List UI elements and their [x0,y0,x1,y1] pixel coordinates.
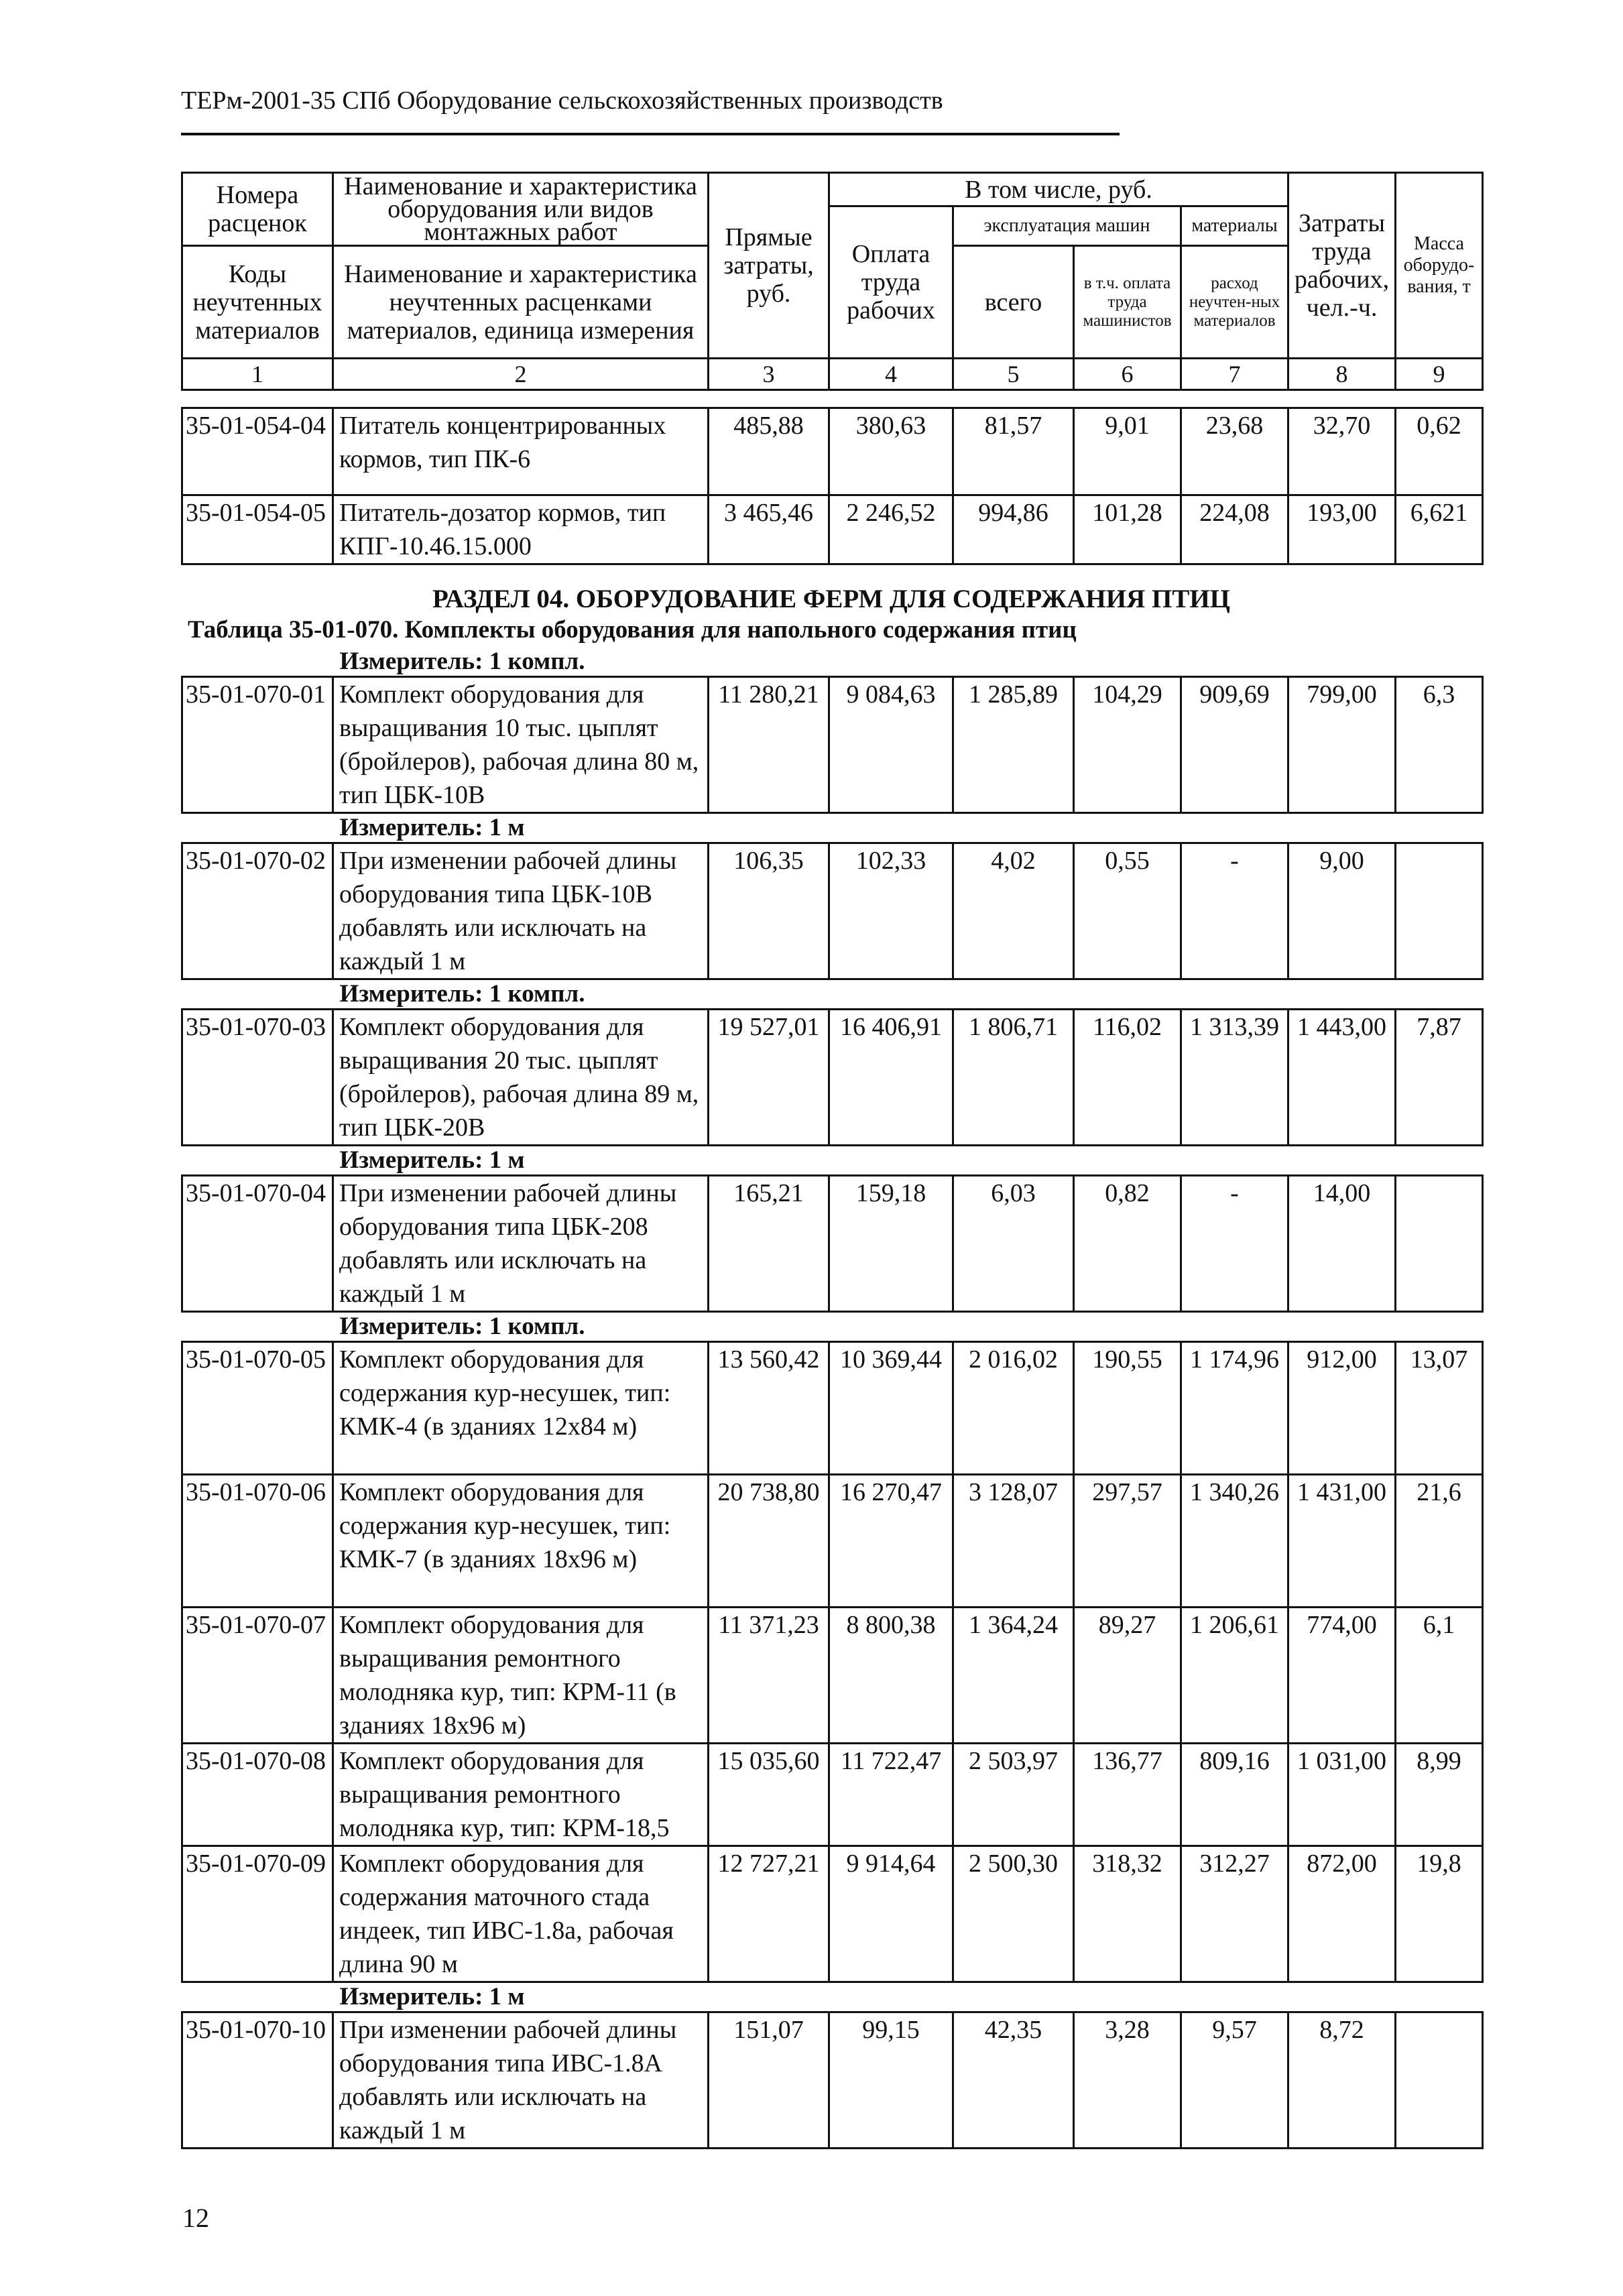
col-head-labor: Оплата труда рабочих [829,206,953,359]
machine-labor: 190,55 [1074,1342,1181,1475]
equipment-mass: 19,8 [1396,1846,1483,1982]
machine-total: 6,03 [953,1176,1074,1312]
materials-cost: 809,16 [1181,1744,1288,1846]
unit-label: Измеритель: 1 компл. [339,1313,585,1340]
equipment-mass [1396,843,1483,979]
direct-cost: 485,88 [709,408,829,495]
rate-code: 35-01-070-06 [182,1475,333,1608]
unit-label: Измеритель: 1 м [339,1146,525,1174]
machine-labor: 136,77 [1074,1744,1181,1846]
equipment-mass: 7,87 [1396,1010,1483,1146]
col-head-material-use: расход неучтен-ных материалов [1181,246,1288,359]
col-number: 2 [333,359,709,390]
col-head-mach-total: всего [953,246,1074,359]
direct-cost: 165,21 [709,1176,829,1312]
materials-cost: 224,08 [1181,495,1288,564]
table-row [182,1176,1483,1312]
direct-cost: 3 465,46 [709,495,829,564]
materials-cost: - [1181,1176,1288,1312]
machine-labor: 9,01 [1074,408,1181,495]
machine-total: 42,35 [953,2012,1074,2149]
labor-hours: 9,00 [1288,843,1396,979]
equipment-mass: 6,3 [1396,677,1483,813]
machine-labor: 104,29 [1074,677,1181,813]
col-head-materials-name: Наименование и характеристика неучтенных расценками материалов, единица измерения [333,246,709,359]
table-row [182,1475,1483,1608]
col-number: 8 [1288,359,1396,390]
labor-hours: 799,00 [1288,677,1396,813]
labor-hours: 8,72 [1288,2012,1396,2149]
machine-total: 4,02 [953,843,1074,979]
col-number: 3 [709,359,829,390]
direct-cost: 15 035,60 [709,1744,829,1846]
labor-cost: 16 406,91 [829,1010,953,1146]
page-header: ТЕРм-2001-35 СПб Оборудование сельскохозяйственных производств [181,86,1120,135]
equipment-mass: 8,99 [1396,1744,1483,1846]
rate-name: Комплект оборудования для содержания маточного стада индеек, тип ИВС-1.8а, рабочая длина 90 м [333,1846,709,1982]
labor-cost: 11 722,47 [829,1744,953,1846]
direct-cost: 19 527,01 [709,1010,829,1146]
machine-labor: 89,27 [1074,1608,1181,1744]
unit-label: Измеритель: 1 компл. [339,980,585,1008]
machine-total: 81,57 [953,408,1074,495]
labor-cost: 102,33 [829,843,953,979]
labor-hours: 1 443,00 [1288,1010,1396,1146]
machine-total: 1 285,89 [953,677,1074,813]
col-number: 7 [1181,359,1288,390]
table-row [182,1010,1483,1146]
direct-cost: 20 738,80 [709,1475,829,1608]
equipment-mass: 6,1 [1396,1608,1483,1744]
equipment-mass [1396,1176,1483,1312]
machine-labor: 101,28 [1074,495,1181,564]
direct-cost: 106,35 [709,843,829,979]
rate-name: Комплект оборудования для выращивания ремонтного молодняка кур, тип: КРМ-18,5 [333,1744,709,1846]
materials-cost: 909,69 [1181,677,1288,813]
rate-code: 35-01-070-05 [182,1342,333,1475]
labor-cost: 99,15 [829,2012,953,2149]
col-head-materials: материалы [1181,206,1288,246]
labor-cost: 380,63 [829,408,953,495]
materials-cost: 1 174,96 [1181,1342,1288,1475]
machine-total: 2 016,02 [953,1342,1074,1475]
table-row [182,1608,1483,1744]
unit-label: Измеритель: 1 м [339,1983,525,2010]
direct-cost: 12 727,21 [709,1846,829,1982]
labor-hours: 193,00 [1288,495,1396,564]
labor-hours: 774,00 [1288,1608,1396,1744]
table-row [182,1744,1483,1846]
direct-cost: 151,07 [709,2012,829,2149]
col-head-codes: Коды неучтенных материалов [182,246,333,359]
rate-name: Комплект оборудования для содержания кур-несушек, тип: КМК-7 (в зданиях 18х96 м) [333,1475,709,1608]
labor-cost: 10 369,44 [829,1342,953,1475]
table-row [182,843,1483,979]
materials-cost: 9,57 [1181,2012,1288,2149]
col-head-group: В том числе, руб. [829,173,1288,206]
col-head-name: Наименование и характеристика оборудования или видов монтажных работ [333,173,709,246]
equipment-mass: 13,07 [1396,1342,1483,1475]
labor-hours: 32,70 [1288,408,1396,495]
labor-hours: 872,00 [1288,1846,1396,1982]
labor-hours: 1 431,00 [1288,1475,1396,1608]
col-head-hours: Затраты труда рабочих, чел.-ч. [1288,173,1396,359]
labor-hours: 1 031,00 [1288,1744,1396,1846]
unit-label: Измеритель: 1 компл. [339,648,585,675]
machine-labor: 3,28 [1074,2012,1181,2149]
labor-hours: 912,00 [1288,1342,1396,1475]
direct-cost: 11 280,21 [709,677,829,813]
section-title: РАЗДЕЛ 04. ОБОРУДОВАНИЕ ФЕРМ ДЛЯ СОДЕРЖАНИЯ ПТИЦ [432,585,1231,613]
col-number: 6 [1074,359,1181,390]
machine-labor: 116,02 [1074,1010,1181,1146]
labor-cost: 16 270,47 [829,1475,953,1608]
rate-name: Комплект оборудования для выращивания 20 тыс. цыплят (бройлеров), рабочая длина 89 м, тип ЦБК-20В [333,1010,709,1146]
rate-name: Питатель концентрированных кормов, тип ПК-6 [333,408,709,495]
rate-name: При изменении рабочей длины оборудования типа ИВС-1.8А добавлять или исключать на каждый 1 м [333,2012,709,2149]
rates-table-top [181,172,1484,565]
machine-labor: 318,32 [1074,1846,1181,1982]
rate-code: 35-01-070-01 [182,677,333,813]
rate-name: Комплект оборудования для содержания кур-несушек, тип: КМК-4 (в зданиях 12х84 м) [333,1342,709,1475]
rate-code: 35-01-070-04 [182,1176,333,1312]
machine-labor: 0,55 [1074,843,1181,979]
labor-cost: 2 246,52 [829,495,953,564]
rate-name: Питатель-дозатор кормов, тип КПГ-10.46.15.000 [333,495,709,564]
table-row [182,677,1483,813]
machine-total: 2 503,97 [953,1744,1074,1846]
table-title: Таблица 35-01-070. Комплекты оборудования для напольного содержания птиц [188,616,1077,644]
labor-cost: 8 800,38 [829,1608,953,1744]
rate-name: Комплект оборудования для выращивания 10 тыс. цыплят (бройлеров), рабочая длина 80 м, тип ЦБК-10В [333,677,709,813]
labor-cost: 9 914,64 [829,1846,953,1982]
machine-total: 1 364,24 [953,1608,1074,1744]
col-number: 4 [829,359,953,390]
machine-total: 3 128,07 [953,1475,1074,1608]
labor-cost: 9 084,63 [829,677,953,813]
equipment-mass: 0,62 [1396,408,1483,495]
rate-code: 35-01-054-04 [182,408,333,495]
machine-labor: 0,82 [1074,1176,1181,1312]
materials-cost: 1 340,26 [1181,1475,1288,1608]
col-head-mass: Масса оборудо-вания, т [1396,173,1483,359]
table-row [182,495,1483,564]
col-head-direct: Прямые затраты, руб. [709,173,829,359]
col-head-machines: эксплуатация машин [953,206,1181,246]
labor-cost: 159,18 [829,1176,953,1312]
rate-code: 35-01-054-05 [182,495,333,564]
rate-code: 35-01-070-03 [182,1010,333,1146]
direct-cost: 13 560,42 [709,1342,829,1475]
table-row [182,2012,1483,2149]
equipment-mass: 6,621 [1396,495,1483,564]
page-number: 12 [182,2203,209,2233]
table-row [182,1342,1483,1475]
rate-name: Комплект оборудования для выращивания ремонтного молодняка кур, тип: КРМ-11 (в зданиях 18х96 м) [333,1608,709,1744]
materials-cost: 1 313,39 [1181,1010,1288,1146]
direct-cost: 11 371,23 [709,1608,829,1744]
materials-cost: - [1181,843,1288,979]
col-number: 9 [1396,359,1483,390]
rate-code: 35-01-070-09 [182,1846,333,1982]
unit-label: Измеритель: 1 м [339,814,525,841]
col-head-mach-labor: в т.ч. оплата труда машинистов [1074,246,1181,359]
machine-total: 994,86 [953,495,1074,564]
materials-cost: 312,27 [1181,1846,1288,1982]
rate-code: 35-01-070-10 [182,2012,333,2149]
labor-hours: 14,00 [1288,1176,1396,1312]
table-row [182,1846,1483,1982]
rate-name: При изменении рабочей длины оборудования типа ЦБК-10В добавлять или исключать на каждый 1 м [333,843,709,979]
col-head-rates: Номера расценок [182,173,333,246]
equipment-mass: 21,6 [1396,1475,1483,1608]
rate-name: При изменении рабочей длины оборудования типа ЦБК-208 добавлять или исключать на каждый 1 м [333,1176,709,1312]
equipment-mass [1396,2012,1483,2149]
col-number: 1 [182,359,333,390]
materials-cost: 23,68 [1181,408,1288,495]
machine-total: 1 806,71 [953,1010,1074,1146]
machine-labor: 297,57 [1074,1475,1181,1608]
materials-cost: 1 206,61 [1181,1608,1288,1744]
col-number: 5 [953,359,1074,390]
rates-table-main [181,648,1484,2149]
rate-code: 35-01-070-02 [182,843,333,979]
machine-total: 2 500,30 [953,1846,1074,1982]
table-row [182,408,1483,495]
rate-code: 35-01-070-07 [182,1608,333,1744]
rate-code: 35-01-070-08 [182,1744,333,1846]
